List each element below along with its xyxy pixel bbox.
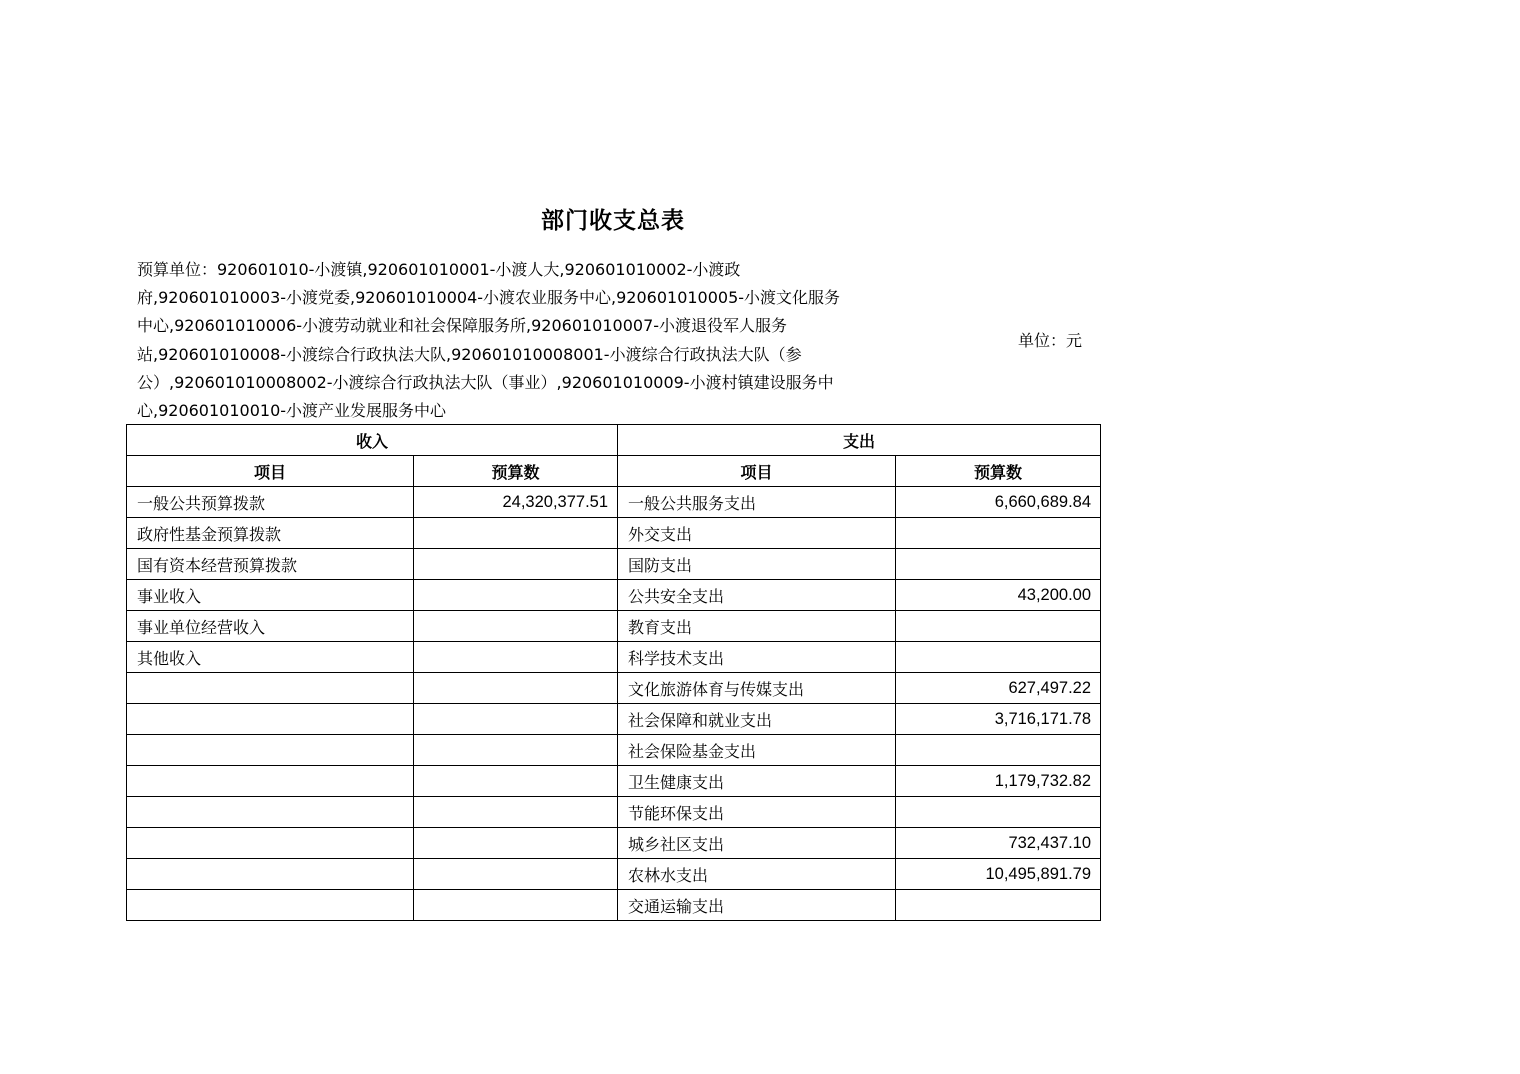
income-item-cell: 政府性基金预算拨款 [127, 518, 414, 549]
income-item-cell [127, 673, 414, 704]
income-item-column-header: 项目 [127, 456, 414, 487]
table-row [127, 890, 1101, 921]
table-row [127, 487, 1101, 518]
expense-item-cell: 文化旅游体育与传媒支出 [618, 673, 896, 704]
expense-budget-column-header: 预算数 [896, 456, 1101, 487]
budget-units-line: 心,920601010010-小渡产业发展服务中心 [137, 401, 447, 421]
income-budget-cell [414, 549, 618, 580]
table-group-header-row [127, 425, 1101, 456]
table-row [127, 549, 1101, 580]
table-row [127, 797, 1101, 828]
expense-item-cell: 教育支出 [618, 611, 896, 642]
table-row [127, 766, 1101, 797]
income-budget-cell [414, 518, 618, 549]
expense-budget-cell [896, 518, 1101, 549]
table-row [127, 673, 1101, 704]
expense-item-cell: 节能环保支出 [618, 797, 896, 828]
income-item-cell [127, 766, 414, 797]
income-item-cell [127, 735, 414, 766]
budget-units-line: 中心,920601010006-小渡劳动就业和社会保障服务所,920601010007-小渡退役军人服务 [137, 316, 788, 336]
budget-units-text [137, 256, 889, 425]
expense-budget-cell: 732,437.10 [896, 828, 1101, 859]
expense-budget-cell [896, 797, 1101, 828]
expense-item-cell: 城乡社区支出 [618, 828, 896, 859]
income-budget-cell [414, 828, 618, 859]
income-item-cell [127, 890, 414, 921]
table-row [127, 735, 1101, 766]
table-row [127, 580, 1101, 611]
expense-item-cell: 社会保险基金支出 [618, 735, 896, 766]
income-expense-table [126, 424, 1101, 921]
expense-budget-cell [896, 735, 1101, 766]
expense-budget-cell [896, 642, 1101, 673]
table-row [127, 859, 1101, 890]
income-item-cell [127, 859, 414, 890]
expense-budget-cell: 3,716,171.78 [896, 704, 1101, 735]
expense-budget-cell: 43,200.00 [896, 580, 1101, 611]
table-column-header-row [127, 456, 1101, 487]
income-budget-cell [414, 580, 618, 611]
expense-header: 支出 [618, 425, 1101, 456]
expense-budget-cell: 627,497.22 [896, 673, 1101, 704]
expense-item-column-header: 项目 [618, 456, 896, 487]
income-budget-cell [414, 673, 618, 704]
income-budget-cell [414, 797, 618, 828]
income-budget-cell [414, 859, 618, 890]
expense-item-cell: 交通运输支出 [618, 890, 896, 921]
table-row [127, 518, 1101, 549]
budget-units-line: 府,920601010003-小渡党委,920601010004-小渡农业服务中心,920601010005-小渡文化服务 [137, 288, 841, 308]
income-budget-cell [414, 704, 618, 735]
income-item-cell [127, 797, 414, 828]
income-item-cell: 事业收入 [127, 580, 414, 611]
income-item-cell: 事业单位经营收入 [127, 611, 414, 642]
expense-item-cell: 一般公共服务支出 [618, 487, 896, 518]
income-budget-cell [414, 766, 618, 797]
income-budget-cell [414, 890, 618, 921]
expense-item-cell: 外交支出 [618, 518, 896, 549]
table-row [127, 704, 1101, 735]
income-budget-cell [414, 642, 618, 673]
table-row [127, 642, 1101, 673]
expense-item-cell: 科学技术支出 [618, 642, 896, 673]
table-body [127, 425, 1101, 921]
income-budget-cell [414, 735, 618, 766]
budget-units-line: 站,920601010008-小渡综合行政执法大队,920601010008001-小渡综合行政执法大队（参 [137, 344, 802, 364]
income-budget-column-header: 预算数 [414, 456, 618, 487]
expense-item-cell: 国防支出 [618, 549, 896, 580]
income-item-cell: 国有资本经营预算拨款 [127, 549, 414, 580]
income-item-cell [127, 828, 414, 859]
currency-unit: 单位：元 [1018, 331, 1083, 350]
budget-units-line: 公）,920601010008002-小渡综合行政执法大队（事业）,920601010009-小渡村镇建设服务中 [137, 372, 834, 392]
expense-budget-cell: 1,179,732.82 [896, 766, 1101, 797]
income-item-cell: 其他收入 [127, 642, 414, 673]
income-budget-cell [414, 611, 618, 642]
income-budget-cell: 24,320,377.51 [414, 487, 618, 518]
expense-item-cell: 卫生健康支出 [618, 766, 896, 797]
table-row [127, 828, 1101, 859]
expense-budget-cell [896, 611, 1101, 642]
table-row [127, 611, 1101, 642]
expense-budget-cell: 6,660,689.84 [896, 487, 1101, 518]
expense-item-cell: 社会保障和就业支出 [618, 704, 896, 735]
expense-budget-cell [896, 890, 1101, 921]
expense-item-cell: 农林水支出 [618, 859, 896, 890]
expense-item-cell: 公共安全支出 [618, 580, 896, 611]
expense-budget-cell [896, 549, 1101, 580]
income-item-cell [127, 704, 414, 735]
page-title: 部门收支总表 [541, 208, 685, 234]
budget-units-line: 预算单位：920601010-小渡镇,920601010001-小渡人大,920601010002-小渡政 [137, 260, 741, 279]
expense-budget-cell: 10,495,891.79 [896, 859, 1101, 890]
income-item-cell: 一般公共预算拨款 [127, 487, 414, 518]
income-header: 收入 [127, 425, 618, 456]
